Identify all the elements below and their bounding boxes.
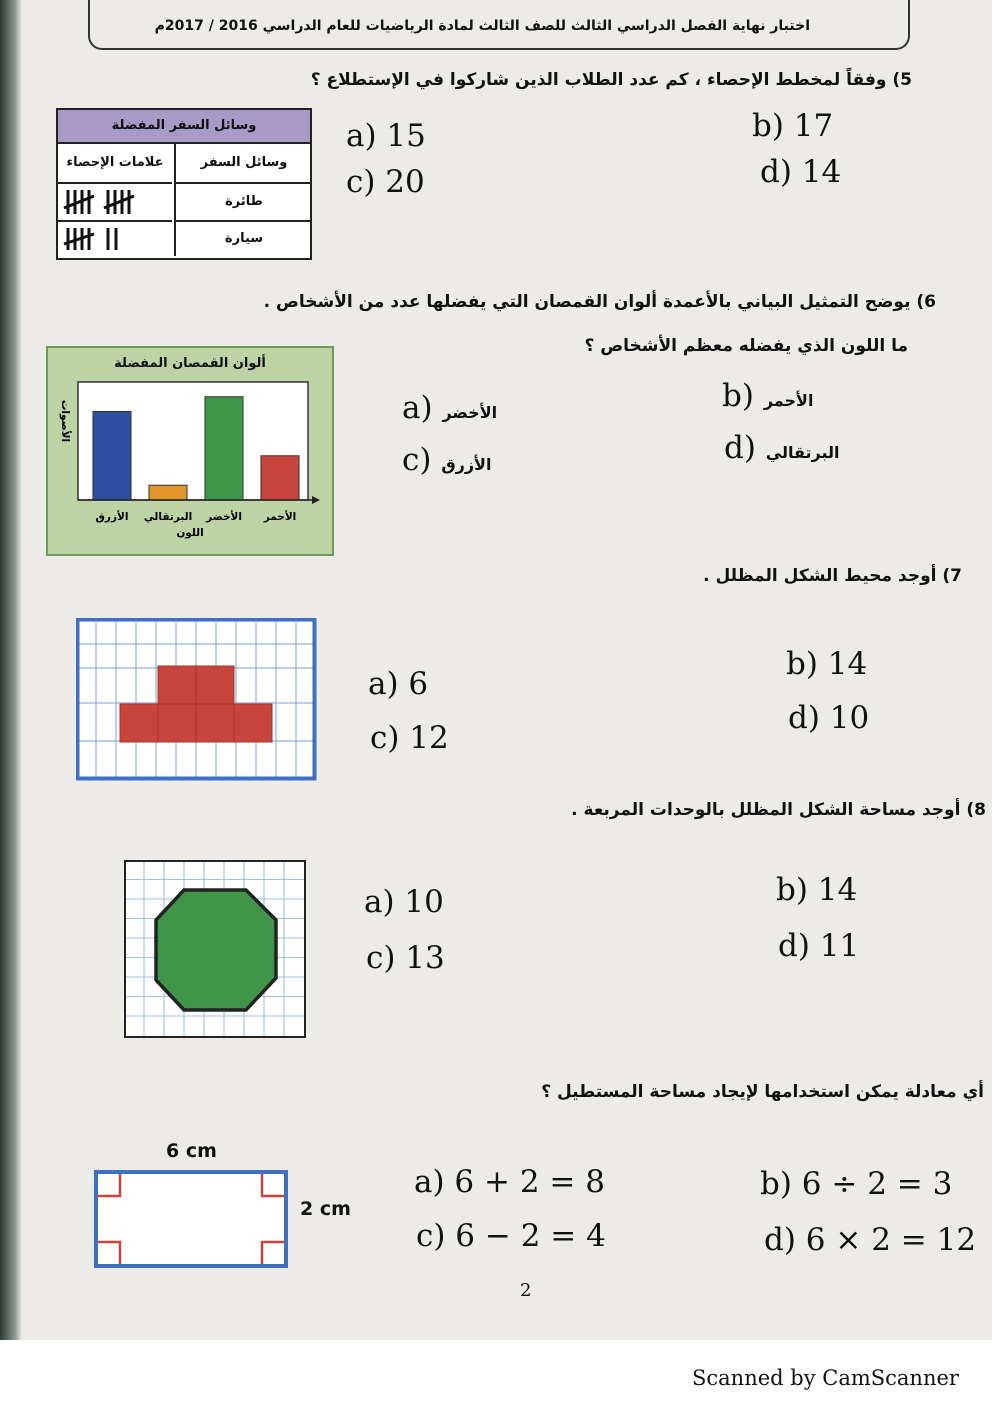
question-7: 7) أوجد محيط الشكل المظلل .	[703, 566, 962, 586]
tally-header-marks: علامات الإحصاء	[58, 144, 172, 184]
shaded-shape-octagon	[156, 890, 276, 1010]
q5-option-d[interactable]: d) 14	[760, 154, 842, 190]
rectangle-figure	[94, 1170, 290, 1270]
q8-option-d[interactable]: d) 11	[778, 928, 860, 964]
question-6-sub: ما اللون الذي يفضله معظم الأشخاص ؟	[584, 336, 908, 356]
q8-option-a[interactable]: a) 10	[364, 884, 444, 920]
chart-tick-label: البرتقالي	[143, 511, 193, 523]
tally-group-of-five	[104, 190, 134, 214]
question-9: أي معادلة يمكن استخدامها لإيجاد مساحة المستطيل ؟	[541, 1082, 984, 1102]
rectangle-outline	[96, 1172, 286, 1266]
q5-option-a[interactable]: a) 15	[346, 118, 426, 154]
question-6: 6) يوضح التمثيل البياني بالأعمدة ألوان القمصان التي يفضلها عدد من الأشخاص .	[263, 292, 936, 312]
chart-bar	[149, 485, 187, 500]
rect-width-label: 6 cm	[166, 1140, 217, 1162]
q6-option-d-letter: d)	[724, 430, 756, 466]
tally-row-car-marks	[58, 222, 172, 256]
tally-header-means: وسائل السفر	[174, 144, 312, 184]
q7-option-b[interactable]: b) 14	[786, 646, 868, 682]
q6-option-d[interactable]	[724, 430, 840, 466]
chart-title: ألوان القمصان المفضلة	[114, 356, 266, 371]
chart-bar	[205, 397, 243, 500]
q9-option-d[interactable]: d) 6 × 2 = 12	[764, 1222, 977, 1258]
q7-option-d[interactable]: d) 10	[788, 700, 870, 736]
question-8: 8) أوجد مساحة الشكل المظلل بالوحدات المربعة .	[571, 800, 986, 820]
scan-shadow	[0, 0, 22, 1340]
q6-option-a[interactable]	[402, 390, 497, 426]
tally-group-of-five	[64, 228, 94, 250]
q6-option-c-text: الأزرق	[441, 455, 492, 474]
bar-chart	[46, 346, 334, 556]
q5-option-c[interactable]: c) 20	[346, 164, 425, 200]
scanner-footer: Scanned by CamScanner	[692, 1366, 959, 1390]
chart-y-label: الأصوات	[59, 399, 71, 443]
tally-caption: وسائل السفر المفضلة	[58, 110, 310, 144]
chart-tick-label: الأخضر	[206, 511, 242, 523]
q6-option-b[interactable]	[722, 378, 813, 414]
q7-option-c[interactable]: c) 12	[370, 720, 449, 756]
q9-option-c[interactable]: c) 6 − 2 = 4	[416, 1218, 606, 1254]
q6-option-a-text: الأخضر	[442, 403, 498, 422]
q6-option-b-text: الأحمر	[763, 391, 814, 410]
q6-option-c[interactable]	[402, 442, 491, 478]
q8-option-b[interactable]: b) 14	[776, 872, 858, 908]
chart-tick-label: الأزرق	[95, 511, 129, 523]
tally-row-plane-marks	[58, 184, 172, 222]
q6-option-a-letter: a)	[402, 390, 433, 426]
q7-option-a[interactable]: a) 6	[368, 666, 429, 702]
q8-option-c[interactable]: c) 13	[366, 940, 445, 976]
rect-height-label: 2 cm	[300, 1198, 351, 1220]
q6-option-c-letter: c)	[402, 442, 432, 478]
q9-option-b[interactable]: b) 6 ÷ 2 = 3	[760, 1166, 953, 1202]
q5-option-b[interactable]: b) 17	[752, 108, 834, 144]
tally-row-plane-label: طائرة	[174, 184, 312, 222]
chart-x-arrow	[312, 496, 320, 504]
perimeter-grid-figure	[76, 618, 322, 782]
tally-table	[56, 108, 312, 260]
q6-option-d-text: البرتقالي	[765, 443, 840, 462]
chart-x-label: اللون	[176, 527, 204, 539]
q9-option-a[interactable]: a) 6 + 2 = 8	[414, 1164, 605, 1200]
header-text: اختبار نهاية الفصل الدراسي الثالث للصف الثالث لمادة الرياضيات للعام الدراسي 2016 / 2017م	[154, 18, 810, 34]
page-number: 2	[520, 1280, 532, 1301]
tally-row-car-label: سيارة	[174, 222, 312, 256]
chart-bar	[261, 456, 299, 500]
chart-bar	[93, 412, 131, 501]
chart-tick-label: الأحمر	[263, 511, 297, 523]
q6-option-b-letter: b)	[722, 378, 754, 414]
tally-group-of-five	[64, 190, 94, 214]
question-5: 5) وفقاً لمخطط الإحصاء ، كم عدد الطلاب الذين شاركوا في الإستطلاع ؟	[310, 70, 912, 90]
area-grid-figure	[124, 860, 308, 1040]
